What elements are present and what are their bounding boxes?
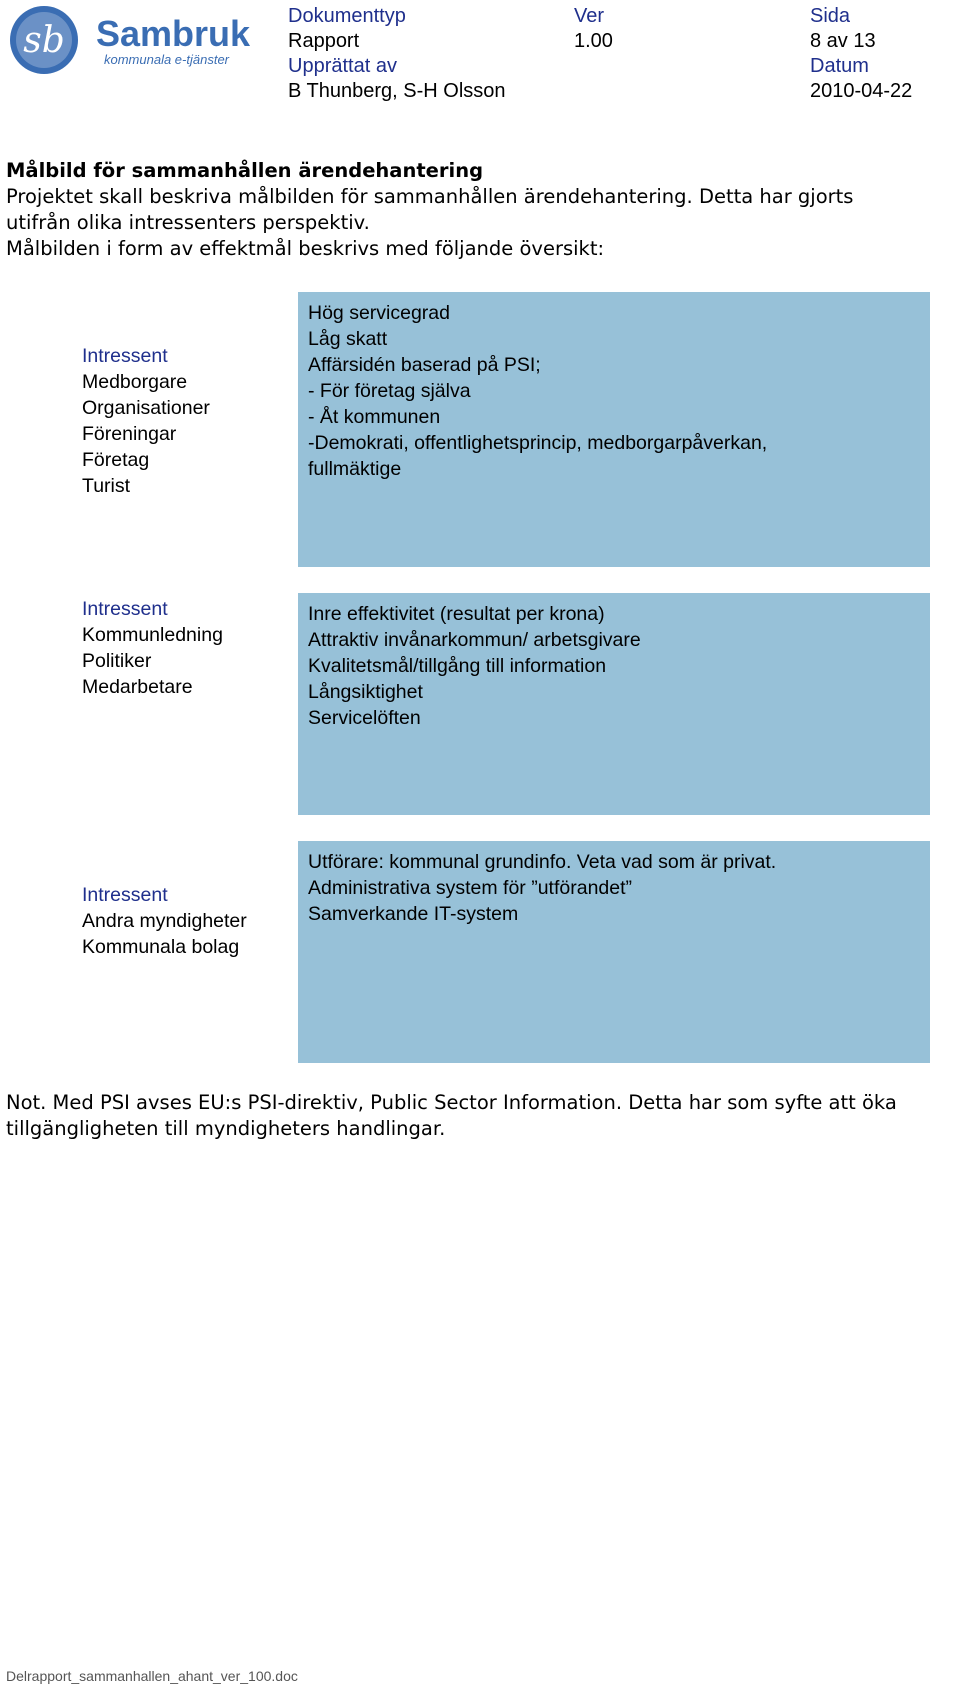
author-label: Upprättat av — [288, 55, 397, 77]
stakeholder-label: Intressent — [82, 884, 168, 906]
goal-box-2 — [298, 593, 930, 815]
sambruk-logo-graphic — [8, 4, 258, 76]
goal-item: - Åt kommunen — [308, 406, 441, 428]
goal-item: Hög servicegrad — [308, 302, 450, 324]
sambruk-logo — [8, 4, 258, 76]
goal-item: Servicelöften — [308, 707, 421, 729]
goal-item: Attraktiv invånarkommun/ arbetsgivare — [308, 629, 641, 651]
note-line: tillgängligheten till myndigheters handlingar. — [6, 1117, 446, 1140]
goal-box-1 — [298, 292, 930, 567]
stakeholder-item: Föreningar — [82, 423, 177, 445]
logo-tagline: kommunala e-tjänster — [104, 52, 229, 67]
stakeholder-item: Medarbetare — [82, 676, 193, 698]
logo-text: Sambruk — [96, 13, 251, 54]
goal-item: fullmäktige — [308, 458, 402, 480]
stakeholder-item: Medborgare — [82, 371, 188, 393]
intro-line: Projektet skall beskriva målbilden för sammanhållen ärendehantering. Detta har gjorts — [6, 185, 854, 208]
page-label: Sida — [810, 5, 851, 27]
goal-item: Utförare: kommunal grundinfo. Veta vad som är privat. — [308, 851, 777, 873]
stakeholder-label: Intressent — [82, 598, 168, 620]
goal-item: - För företag själva — [308, 380, 471, 402]
stakeholder-item: Andra myndigheter — [82, 910, 247, 932]
stakeholder-item: Organisationer — [82, 397, 210, 419]
goal-item: Låg skatt — [308, 328, 388, 350]
stakeholder-list-1 — [82, 343, 282, 499]
intro-line: utifrån olika intressenters perspektiv. — [6, 211, 370, 234]
logo-mark: sb — [23, 20, 65, 61]
stakeholder-item: Kommunala bolag — [82, 936, 240, 958]
stakeholder-list-3 — [82, 882, 282, 960]
version-label: Ver — [574, 5, 605, 27]
goal-item: Inre effektivitet (resultat per krona) — [308, 603, 605, 625]
stakeholder-item: Företag — [82, 449, 150, 471]
page-value: 8 av 13 — [810, 30, 876, 52]
intro-line: Målbilden i form av effektmål beskrivs med följande översikt: — [6, 237, 605, 260]
goal-item: Affärsidén baserad på PSI; — [308, 354, 541, 376]
date-label: Datum — [810, 55, 869, 77]
stakeholder-item: Kommunledning — [82, 624, 223, 646]
intro-paragraph — [6, 184, 956, 262]
goal-item: Administrativa system för ”utförandet” — [308, 877, 633, 899]
goal-item: Kvalitetsmål/tillgång till information — [308, 655, 607, 677]
goal-item: Samverkande IT-system — [308, 903, 519, 925]
note-paragraph — [6, 1090, 956, 1142]
stakeholder-item: Turist — [82, 475, 131, 497]
section-heading: Målbild för sammanhållen ärendehantering — [6, 159, 484, 182]
goal-item: Långsiktighet — [308, 681, 423, 703]
footer-filename: Delrapport_sammanhallen_ahant_ver_100.doc — [6, 1668, 298, 1684]
stakeholder-label: Intressent — [82, 345, 168, 367]
stakeholder-list-2 — [82, 596, 282, 700]
doc-type-label: Dokumenttyp — [288, 5, 406, 27]
version-value: 1.00 — [574, 30, 613, 52]
stakeholder-item: Politiker — [82, 650, 152, 672]
goal-item: -Demokrati, offentlighetsprincip, medborgarpåverkan, — [308, 432, 768, 454]
goal-box-3 — [298, 841, 930, 1063]
author-value: B Thunberg, S-H Olsson — [288, 80, 506, 102]
date-value: 2010-04-22 — [810, 80, 913, 102]
doc-type-value: Rapport — [288, 30, 360, 52]
note-line: Not. Med PSI avses EU:s PSI-direktiv, Public Sector Information. Detta har som syfte att öka — [6, 1091, 897, 1114]
